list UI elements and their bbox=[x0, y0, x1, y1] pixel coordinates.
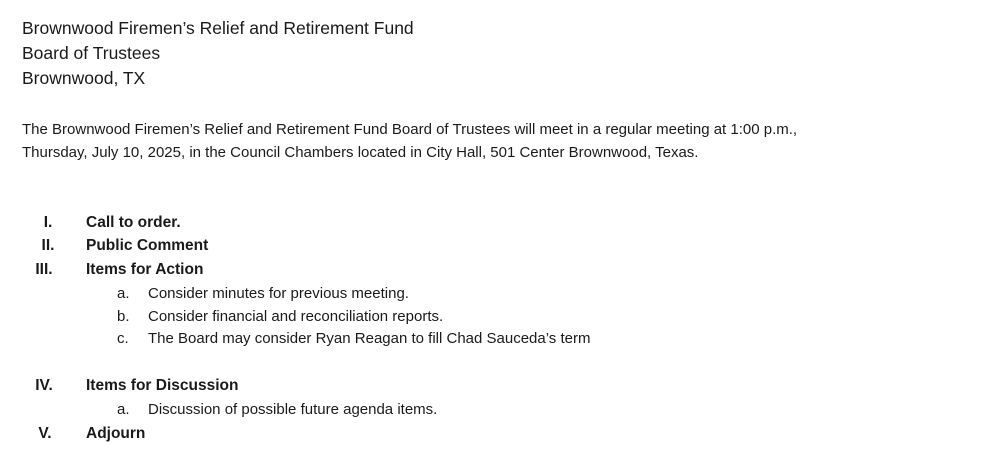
board-name: Board of Trustees bbox=[22, 43, 161, 63]
subitem-text: Consider minutes for previous meeting. bbox=[148, 285, 409, 302]
notice-line-2: Thursday, July 10, 2025, in the Council Chambers located in City Hall, 501 Center Brownwood, Texas. bbox=[22, 144, 699, 161]
subitem-text: Discussion of possible future agenda items. bbox=[148, 401, 438, 418]
subitem-letter: b. bbox=[117, 308, 130, 325]
agenda-item-title: Adjourn bbox=[86, 425, 146, 442]
subitem-letter: c. bbox=[117, 330, 129, 347]
agenda-item-title: Items for Discussion bbox=[86, 377, 239, 394]
agenda-item-numeral: III. bbox=[35, 261, 53, 278]
agenda-item-numeral: IV. bbox=[35, 377, 53, 394]
organization-name: Brownwood Firemen’s Relief and Retirement Fund bbox=[22, 18, 414, 38]
subitem-letter: a. bbox=[117, 285, 130, 302]
agenda-item-numeral: V. bbox=[38, 425, 52, 442]
notice-line-1: The Brownwood Firemen’s Relief and Retirement Fund Board of Trustees will meet in a regular meeting at 1:00 p.m., bbox=[22, 121, 798, 138]
subitem-letter: a. bbox=[117, 401, 130, 418]
subitem-text: The Board may consider Ryan Reagan to fill Chad Sauceda’s term bbox=[148, 330, 591, 347]
location: Brownwood, TX bbox=[22, 68, 146, 88]
agenda-item-title: Call to order. bbox=[86, 214, 181, 231]
agenda-item-title: Items for Action bbox=[86, 261, 204, 278]
agenda-item-numeral: II. bbox=[41, 237, 55, 254]
agenda-item-numeral: I. bbox=[43, 214, 53, 231]
subitem-text: Consider financial and reconciliation reports. bbox=[148, 308, 444, 325]
agenda-item-title: Public Comment bbox=[86, 237, 209, 254]
